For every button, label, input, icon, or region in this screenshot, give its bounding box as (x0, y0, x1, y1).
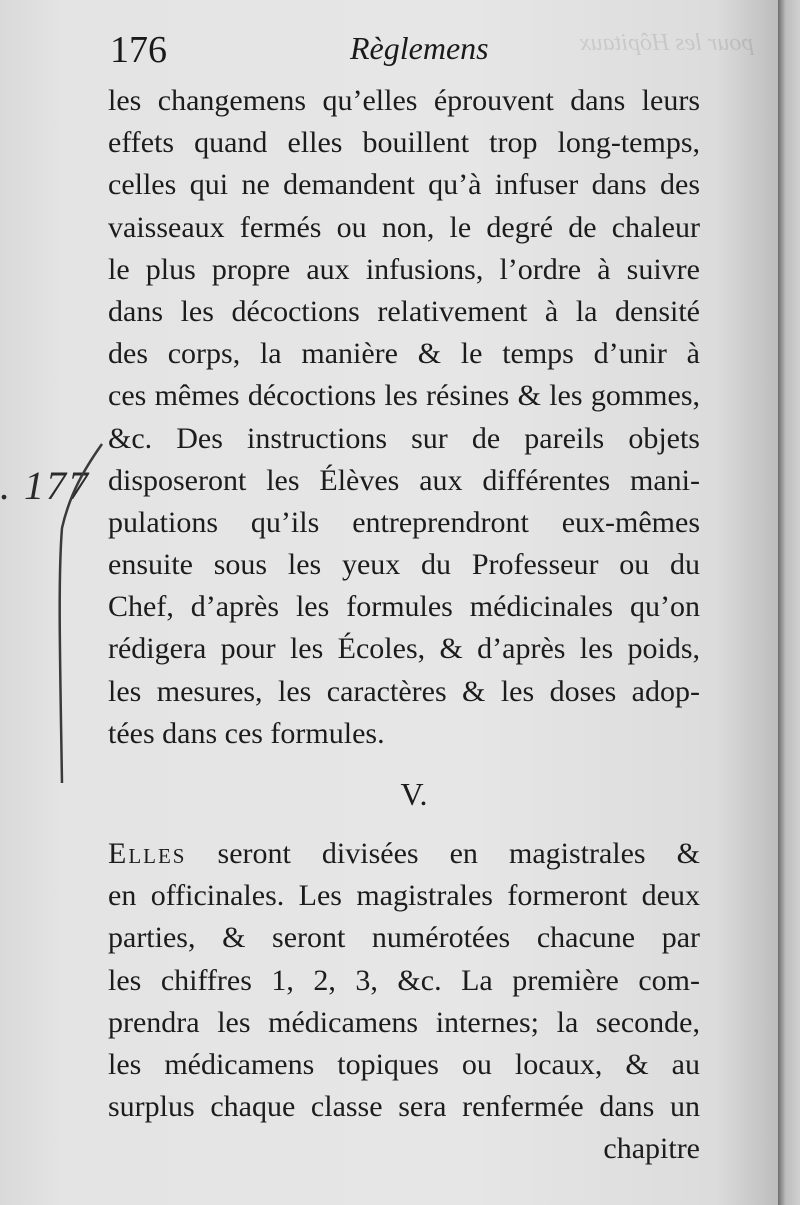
text-line: surplus chaque classe sera renfermée dans un (108, 1090, 700, 1124)
text-line: le plus propre aux infusions, l’ordre à suivre (108, 252, 700, 286)
text-line: Chef, d’après les formules médicinales qu’on (108, 590, 700, 624)
text-line: dans les décoctions relativement à la densité (108, 294, 700, 328)
text-line: rédigera pour les Écoles, & d’après les poids, (108, 632, 700, 666)
text-line: ces mêmes décoctions les résines & les gommes, (108, 379, 700, 413)
text-line: les changemens qu’elles éprouvent dans leurs (108, 84, 700, 117)
body-text (108, 80, 700, 1171)
text-line: vaisseaux fermés ou non, le degré de chaleur (108, 210, 700, 244)
handwritten-margin-note: . 177 (0, 463, 90, 508)
page-number: 176 (110, 29, 167, 71)
text-line: celles qui ne demandent qu’à infuser dans des (108, 168, 700, 202)
first-line-rest: seront divisées en magistrales & (186, 837, 700, 870)
text-line: les médicamens topiques ou locaux, & au (108, 1047, 700, 1081)
catchword: chapitre (603, 1132, 700, 1166)
running-title: Règlemens (350, 30, 489, 66)
text-line: prendra les médicamens internes; la seconde, (108, 1005, 700, 1039)
text-line: des corps, la manière & le temps d’unir à (108, 337, 700, 371)
paragraph-1 (108, 80, 700, 755)
text-line: disposeront les Élèves aux différentes mani- (108, 463, 700, 497)
text-line-first (108, 833, 700, 875)
handwritten-margin-stroke (40, 438, 110, 798)
text-line: les chiffres 1, 2, 3, &c. La première com- (108, 963, 700, 997)
text-line: les mesures, les caractères & les doses adop- (108, 674, 700, 708)
drop-word: Elles (108, 837, 187, 870)
text-line: effets quand elles bouillent trop long-temps, (108, 126, 700, 160)
text-line: ensuite sous les yeux du Professeur ou du (108, 548, 700, 582)
text-line: parties, & seront numérotées chacune par (108, 921, 700, 955)
text-line: pulations qu’ils entreprendront eux-mêmes (108, 505, 700, 539)
text-line: en officinales. Les magistrales formeront deux (108, 879, 700, 913)
bleed-through-text: pour les Hôpitaux (580, 30, 754, 56)
text-line: &c. Des instructions sur de pareils objets (108, 421, 700, 455)
text-line: tées dans ces formules. (108, 716, 385, 750)
paragraph-2 (108, 833, 700, 1128)
facing-page-edge (778, 0, 800, 1205)
page-header (110, 28, 700, 76)
section-heading: V. (400, 776, 428, 812)
